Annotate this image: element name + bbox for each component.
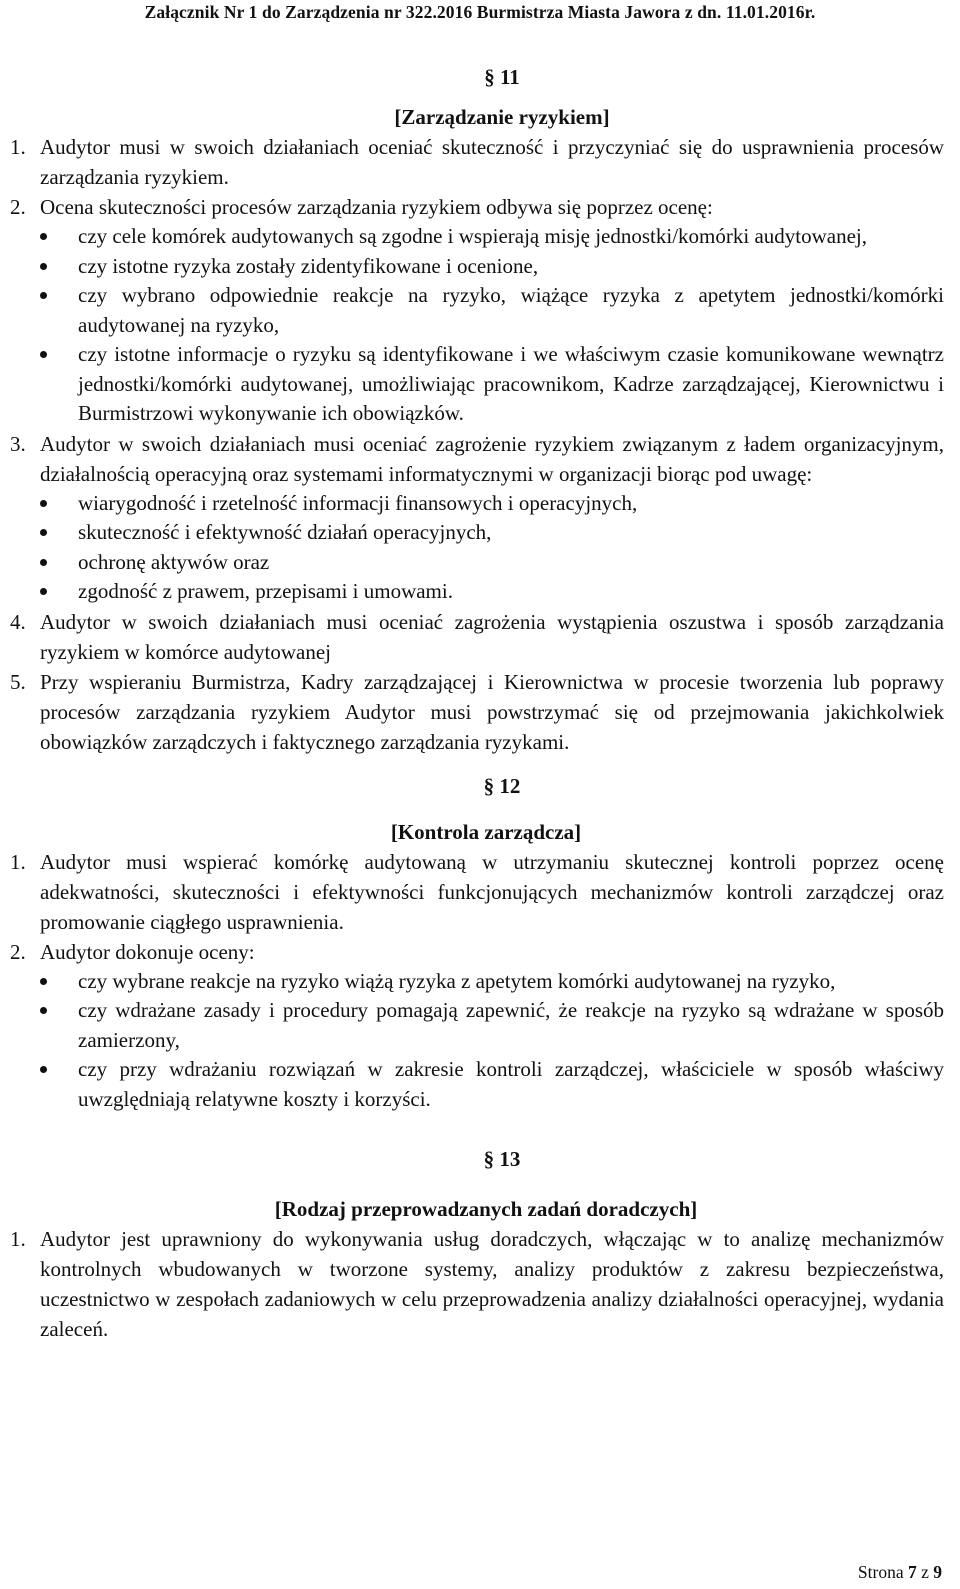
item-number: 3. <box>10 431 26 456</box>
bullet-text: czy istotne informacje o ryzyku są identyfikowane i we właściwym czasie komunikowane wewnątrz jednostki/komórki audytowanej, umożliwiając pracownikom, Kadrze zarządzającej, Kierownictwu i Burmistrzowi wykonywanie ich obowiązków. <box>78 342 944 425</box>
bullet-item <box>10 518 944 548</box>
bullet-item <box>10 281 944 340</box>
section-title: [Kontrola zarządcza] <box>390 819 582 844</box>
list-item <box>10 847 944 937</box>
list-item <box>10 132 944 192</box>
list-item <box>10 192 944 222</box>
bullet-list <box>10 967 944 1115</box>
item-text: Audytor w swoich działaniach musi oceniać zagrożenia wystąpienia oszustwa i sposób zarządzania ryzykiem w komórce audytowanej <box>40 609 944 664</box>
item-text: Audytor jest uprawniony do wykonywania usług doradczych, włączając w to analizę mechanizmów kontrolnych wbudowanych w tworzone systemy, analizy produktów z zakresu bezpieczeństwa, uczestnictwo w zespołach zadaniowych w celu przeprowadzenia analizy działalności operacyjnej, wydania zaleceń. <box>40 1227 944 1341</box>
list-item <box>10 667 944 757</box>
footer-total: 9 <box>933 1562 942 1582</box>
bullet-text: czy wybrane reakcje na ryzyko wiążą ryzyka z apetytem komórki audytowanej na ryzyko, <box>78 968 836 993</box>
bullet-icon <box>10 340 78 429</box>
footer-page: 7 <box>907 1562 917 1582</box>
bullet-text: czy istotne ryzyka zostały zidentyfikowane i ocenione, <box>78 253 539 278</box>
bullet-text: czy cele komórek audytowanych są zgodne i wspierają misję jednostki/komórki audytowanej, <box>78 224 868 248</box>
list-item <box>10 429 944 489</box>
bullet-item <box>10 252 944 282</box>
item-number: 5. <box>10 669 26 694</box>
item-text: Audytor w swoich działaniach musi oceniać zagrożenie ryzykiem związanym z ładem organizacyjnym, działalnością operacyjną oraz systemami informatycznymi w organizacji biorąc pod uwagę: <box>40 431 944 486</box>
list-item <box>10 607 944 667</box>
bullet-item <box>10 996 944 1055</box>
item-text: Przy wspieraniu Burmistrza, Kadry zarządzającej i Kierownictwa w procesie tworzenia lub poprawy procesów zarządzania ryzykiem Audytor musi powstrzymać się od przejmowania jakichkolwiek obowiązków zarządczych i faktycznego zarządzania ryzykami. <box>40 669 944 754</box>
bullet-item <box>10 489 944 519</box>
bullet-item <box>10 340 944 429</box>
bullet-item <box>10 577 944 607</box>
bullet-icon <box>10 281 78 340</box>
bullet-item <box>10 548 944 578</box>
bullet-list <box>10 222 944 429</box>
bullet-text: skuteczność i efektywność działań operacyjnych, <box>78 520 492 544</box>
bullet-icon <box>10 996 78 1055</box>
bullet-icon <box>10 967 78 997</box>
section-number: § 13 <box>483 1147 521 1171</box>
page-footer <box>858 1562 942 1583</box>
bullet-list <box>10 489 944 607</box>
bullet-text: czy wdrażane zasady i procedury pomagają zapewnić, że reakcje na ryzyko są wdrażane w sposób zamierzony, <box>78 998 944 1052</box>
item-text: Audytor musi wspierać komórkę audytowaną w utrzymaniu skutecznej kontroli poprzez ocenę adekwatności, skuteczności i efektywności funkcjonujących mechanizmów kontroli zarządczej oraz promowanie ciągłego usprawnienia. <box>40 849 944 934</box>
bullet-icon <box>10 1055 78 1114</box>
item-text: Audytor musi w swoich działaniach oceniać skuteczność i przyczyniać się do usprawnienia procesów zarządzania ryzykiem. <box>40 135 944 189</box>
footer-sep: z <box>921 1562 929 1582</box>
bullet-item <box>10 222 944 252</box>
document-body <box>10 62 944 1344</box>
item-text: Audytor dokonuje oceny: <box>40 939 255 964</box>
item-number: 2. <box>10 195 26 219</box>
item-number: 2. <box>10 939 26 964</box>
footer-prefix: Strona <box>857 1562 904 1582</box>
bullet-text: ochronę aktywów oraz <box>78 549 270 574</box>
list-item <box>10 1224 944 1344</box>
bullet-text: wiarygodność i rzetelność informacji finansowych i operacyjnych, <box>78 490 638 515</box>
item-number: 1. <box>10 135 26 159</box>
bullet-item <box>10 967 944 997</box>
bullet-item <box>10 1055 944 1114</box>
page-header: Załącznik Nr 1 do Zarządzenia nr 322.2016 Burmistrza Miasta Jawora z dn. 11.01.2016r. <box>144 2 816 22</box>
item-number: 1. <box>10 849 26 874</box>
item-number: 1. <box>10 1227 26 1251</box>
section-title: [Rodzaj przeprowadzanych zadań doradczych] <box>274 1197 698 1221</box>
bullet-icon <box>10 489 78 519</box>
bullet-icon <box>10 548 78 578</box>
item-text: Ocena skuteczności procesów zarządzania ryzykiem odbywa się poprzez ocenę: <box>40 195 713 219</box>
section-number: § 11 <box>484 65 520 89</box>
bullet-text: zgodność z prawem, przepisami i umowami. <box>78 579 453 603</box>
bullet-text: czy wybrano odpowiednie reakcje na ryzyko, wiążące ryzyka z apetytem jednostki/komórki audytowanej na ryzyko, <box>78 283 944 337</box>
bullet-icon <box>10 577 78 607</box>
bullet-icon <box>10 252 78 282</box>
bullet-icon <box>10 518 78 548</box>
bullet-icon <box>10 222 78 252</box>
item-number: 4. <box>10 609 26 634</box>
section-title: [Zarządzanie ryzykiem] <box>394 105 610 129</box>
bullet-text: czy przy wdrażaniu rozwiązań w zakresie kontroli zarządczej, właściciele w sposób właściwy uwzględniają relatywne koszty i korzyści. <box>78 1057 944 1111</box>
section-number: § 12 <box>483 773 521 798</box>
list-item <box>10 937 944 967</box>
